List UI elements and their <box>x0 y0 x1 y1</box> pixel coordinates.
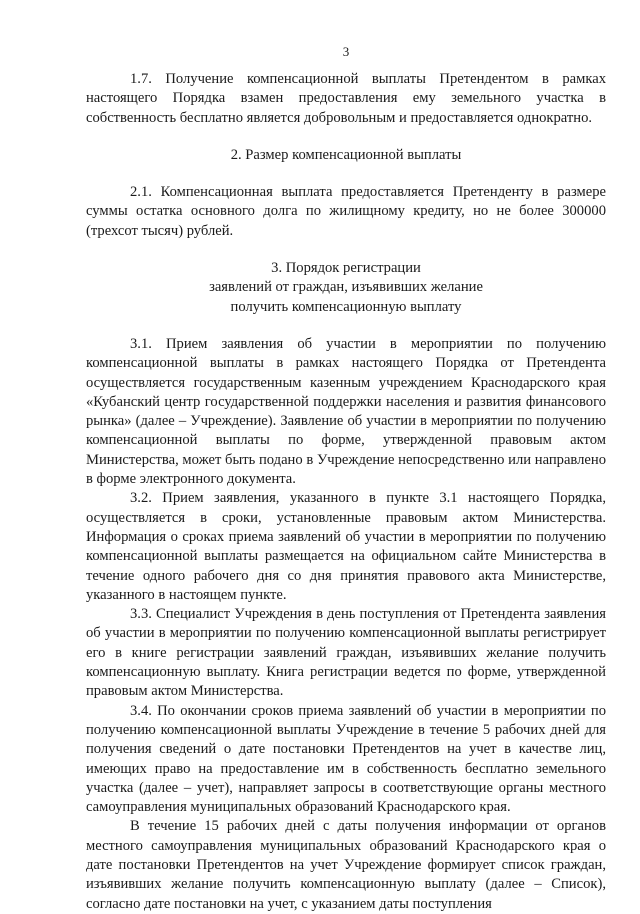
section-3-heading-line-2: заявлений от граждан, изъявивших желание <box>209 279 483 296</box>
paragraph-3-3: 3.3. Специалист Учреждения в день поступления от Претендента заявления об участии в мероприятии по получению компенсационной выплаты регистрирует его в книге регистрации заявлений граждан, изъявивших желание получить компенсационную выплату. Книга регистрации ведется по форме, утвержденной правовым актом Министерства. <box>86 606 606 700</box>
paragraph-1-7: 1.7. Получение компенсационной выплаты Претендентом в рамках настоящего Порядка взамен предоставления ему земельного участка в собственность бесплатно является добровольным и предоставляется однократно. <box>86 71 606 126</box>
section-3-heading-line-3: получить компенсационную выплату <box>230 298 462 315</box>
page-number: 3 <box>342 44 350 59</box>
paragraph-3-1: 3.1. Прием заявления об участии в мероприятии по получению компенсационной выплаты в рамках настоящего Порядка от Претендента осуществляется государственным казенным учреждением Краснодарского края «Кубанский центр государственной поддержки населения и развития финансового рынка» (далее – Учреждение). Заявление об участии в мероприятии по получению компенсационной выплаты по форме, утвержденной правовым актом Министерства, может быть подано в Учреждение непосредственно или направлено в форме электронного документа. <box>86 335 606 488</box>
section-3-heading <box>86 259 606 317</box>
paragraph-3-2: 3.2. Прием заявления, указанного в пункте 3.1 настоящего Порядка, осуществляется в сроки, установленные правовым актом Министерства. Информация о сроках приема заявлений об участии в мероприятии по получению компенсационной выплаты размещается на официальном сайте Министерства в течение одного рабочего дня со дня принятия правового акта Министерстве, указанного в настоящем пункте. <box>86 490 606 603</box>
paragraph-2-1: 2.1. Компенсационная выплата предоставляется Претенденту в размере суммы остатка основного долга по жилищному кредиту, но не более 300000 (трехсот тысяч) рублей. <box>86 184 606 239</box>
section-3-heading-line-1: 3. Порядок регистрации <box>271 260 421 277</box>
paragraph-3-4: 3.4. По окончании сроков приема заявлений об участии в мероприятии по получению компенсационной выплаты Учреждение в течение 5 рабочих дней для получения сведений о дате постановки Претендентов на учет в качестве лиц, имеющих право на предоставление им в собственность бесплатно земельного участка (далее – учет), направляет запросы в соответствующие органы местного самоуправления муниципальных образований Краснодарского края. <box>86 702 606 816</box>
paragraph-3-4-continued: В течение 15 рабочих дней с даты получения информации от органов местного самоуправления муниципальных образований Краснодарского края о дате постановки Претендентов на учет Учреждение формирует список граждан, изъявивших желание получить компенсационную выплату (далее – Список), согласно дате постановки на учет, с указанием даты поступления <box>86 818 606 912</box>
section-2-heading: 2. Размер компенсационной выплаты <box>230 146 462 163</box>
